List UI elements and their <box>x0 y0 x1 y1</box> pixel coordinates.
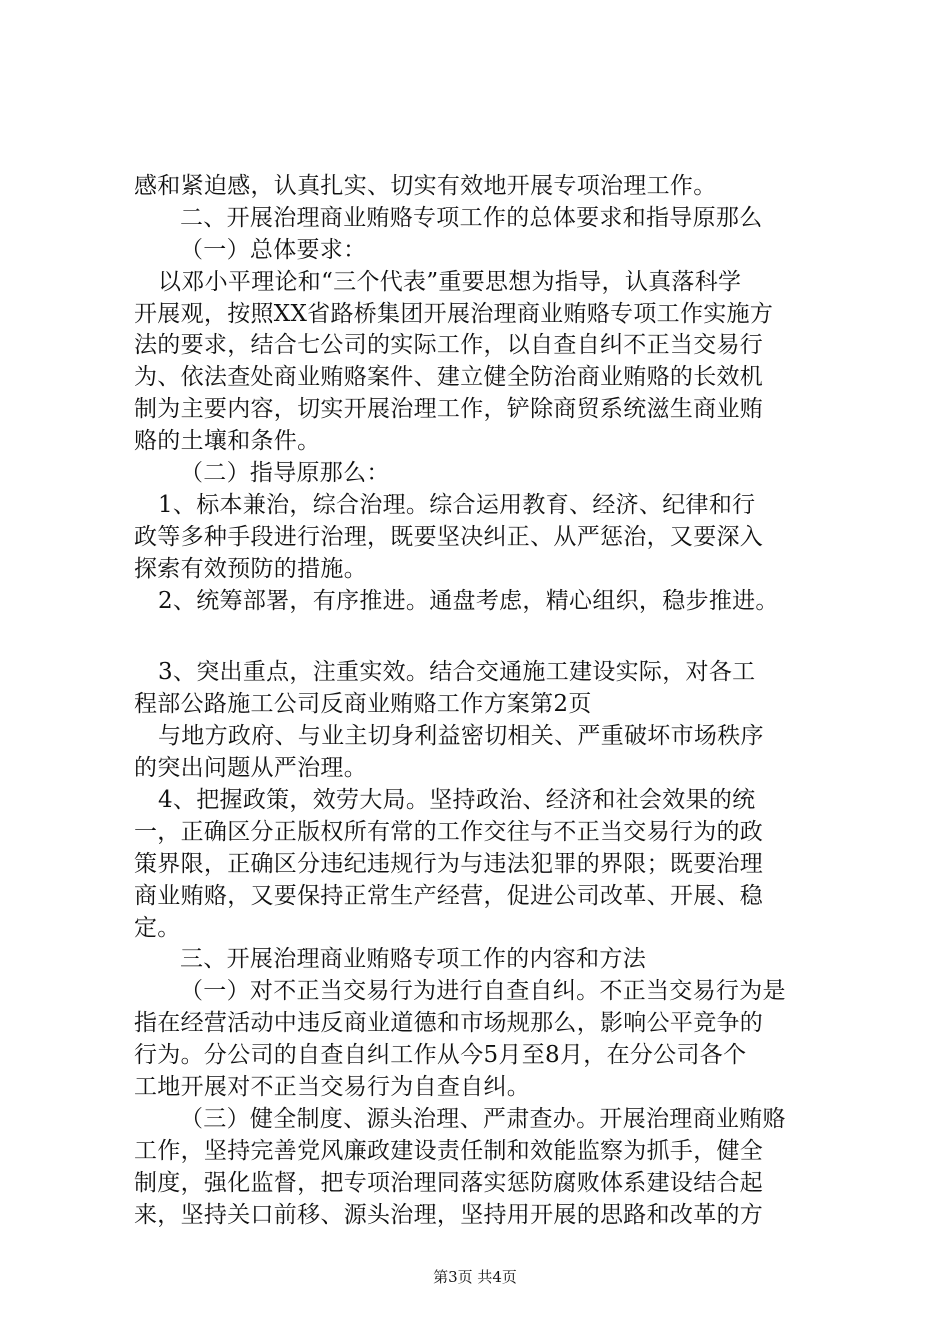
paragraph-p0 <box>134 171 834 203</box>
text-line: 4、把握政策，效劳大局。坚持政治、经济和社会效果的统 <box>158 787 756 814</box>
text-line: 行为。分公司的自查自纠工作从今5月至8月，在分公司各个 <box>134 1042 747 1069</box>
text-line: 3、突出重点，注重实效。结合交通施工建设实际，对各工 <box>158 659 756 686</box>
paragraph-p5 <box>134 490 834 586</box>
paragraph-p9 <box>134 785 834 944</box>
paragraph-gap <box>134 617 834 657</box>
text-line: 以邓小平理论和“三个代表”重要思想为指导，认真落科学 <box>158 268 742 295</box>
paragraph-p10 <box>134 944 834 976</box>
text-line: 三、开展治理商业贿赂专项工作的内容和方法 <box>180 946 646 973</box>
paragraph-p6 <box>134 586 834 618</box>
text-line: 开展观，按照XX省路桥集团开展治理商业贿赂专项工作实施方 <box>134 300 774 327</box>
text-line: 程部公路施工公司反商业贿赂工作方案第2页 <box>134 691 592 718</box>
text-line: （二）指导原那么： <box>180 460 390 487</box>
text-line: （三）健全制度、源头治理、严肃查办。开展治理商业贿赂 <box>180 1105 786 1132</box>
paragraph-p8 <box>134 721 834 785</box>
text-line: 赂的土壤和条件。 <box>134 428 321 455</box>
text-line: 工作，坚持完善党风廉政建设责任制和效能监察为抓手，健全 <box>134 1137 764 1164</box>
text-line: 商业贿赂，又要保持正常生产经营，促进公司改革、开展、稳 <box>134 882 764 909</box>
paragraph-p1 <box>134 203 834 235</box>
text-line: 策界限，正确区分违纪违规行为与违法犯罪的界限；既要治理 <box>134 850 764 877</box>
text-line: 制度，强化监督，把专项治理同落实惩防腐败体系建设结合起 <box>134 1169 764 1196</box>
text-line: （一）对不正当交易行为进行自查自纠。不正当交易行为是 <box>180 978 786 1005</box>
document-body <box>134 171 834 1232</box>
paragraph-p2 <box>134 235 834 267</box>
text-line: 政等多种手段进行治理，既要坚决纠正、从严惩治，又要深入 <box>134 523 764 550</box>
text-line: 为、依法查处商业贿赂案件、建立健全防治商业贿赂的长效机 <box>134 364 764 391</box>
text-line: 工地开展对不正当交易行为自查自纠。 <box>134 1074 531 1101</box>
text-line: （一）总体要求： <box>180 236 367 263</box>
paragraph-p12 <box>134 1104 834 1232</box>
text-line: 来，坚持关口前移、源头治理，坚持用开展的思路和改革的方 <box>134 1201 764 1228</box>
text-line: 二、开展治理商业贿赂专项工作的总体要求和指导原那么 <box>180 204 763 231</box>
page-footer: 第3页 共4页 <box>433 1268 517 1286</box>
text-line: 与地方政府、与业主切身利益密切相关、严重破坏市场秩序 <box>158 723 764 750</box>
paragraph-p11 <box>134 976 834 1104</box>
text-line: 一，正确区分正版权所有常的工作交往与不正当交易行为的政 <box>134 818 764 845</box>
text-line: 制为主要内容，切实开展治理工作，铲除商贸系统滋生商业贿 <box>134 396 764 423</box>
paragraph-p3 <box>134 267 834 458</box>
text-line: 的突出问题从严治理。 <box>134 755 367 782</box>
text-line: 感和紧迫感，认真扎实、切实有效地开展专项治理工作。 <box>134 173 717 199</box>
text-line: 1、标本兼治，综合治理。综合运用教育、经济、纪律和行 <box>158 491 756 518</box>
paragraph-p7 <box>134 657 834 721</box>
text-line: 2、统筹部署，有序推进。通盘考虑，精心组织，稳步推进。 <box>158 587 779 614</box>
text-line: 法的要求，结合七公司的实际工作，以自查自纠不正当交易行 <box>134 332 764 359</box>
text-line: 定。 <box>134 914 181 941</box>
paragraph-p4 <box>134 458 834 490</box>
text-line: 探索有效预防的措施。 <box>134 555 367 582</box>
text-line: 指在经营活动中违反商业道德和市场规那么，影响公平竞争的 <box>134 1010 764 1037</box>
